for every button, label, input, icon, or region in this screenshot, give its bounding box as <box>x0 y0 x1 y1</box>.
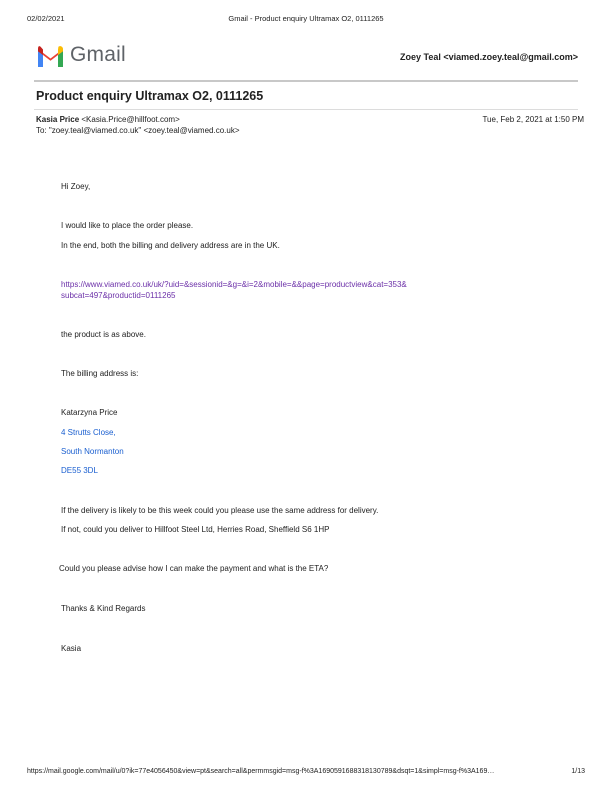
greeting: Hi Zoey, <box>61 182 91 191</box>
body-paragraph-6: If not, could you deliver to Hillfoot Steel Ltd, Herries Road, Sheffield S6 1HP <box>61 525 330 534</box>
print-page-number: 1/13 <box>571 768 585 775</box>
gmail-m-icon <box>36 45 65 67</box>
body-paragraph-3: the product is as above. <box>61 330 146 339</box>
address-postcode-link[interactable]: DE55 3DL <box>61 466 98 475</box>
email-timestamp: Tue, Feb 2, 2021 at 1:50 PM <box>482 115 584 124</box>
gmail-wordmark: Gmail <box>70 43 126 66</box>
product-link-line-1[interactable]: https://www.viamed.co.uk/uk/?uid=&sessionid=&g=&i=2&mobile=&&page=productview&cat=353& <box>61 280 407 289</box>
product-link-line-2[interactable]: subcat=497&productid=0111265 <box>61 291 176 300</box>
recipient-line: To: "zoey.teal@viamed.co.uk" <zoey.teal@viamed.co.uk> <box>36 126 240 135</box>
sender-email[interactable]: <Kasia.Price@hillfoot.com> <box>81 115 180 124</box>
signature: Kasia <box>61 644 82 653</box>
account-label: Zoey Teal <viamed.zoey.teal@gmail.com> <box>399 52 578 62</box>
address-street-link[interactable]: 4 Strutts Close, <box>61 428 116 437</box>
body-paragraph-2: In the end, both the billing and delivery address are in the UK. <box>61 241 280 250</box>
subject-divider <box>34 109 578 110</box>
print-date: 02/02/2021 <box>27 14 65 23</box>
email-subject: Product enquiry Ultramax O2, 0111265 <box>36 89 264 103</box>
sender-line <box>36 115 180 124</box>
print-footer-url: https://mail.google.com/mail/u/0?ik=77e4056450&view=pt&search=all&permmsgid=msg-f%3A1690591688318130789&dsqt=1&simpl=msg-f%3A169… <box>27 768 495 775</box>
body-paragraph-7: Could you please advise how I can make the payment and what is the ETA? <box>59 564 329 573</box>
body-paragraph-5: If the delivery is likely to be this week could you please use the same address for delivery. <box>61 506 379 515</box>
closing: Thanks & Kind Regards <box>61 604 146 613</box>
body-paragraph-4: The billing address is: <box>61 369 139 378</box>
print-title: Gmail - Product enquiry Ultramax O2, 0111265 <box>228 14 384 23</box>
address-name: Katarzyna Price <box>61 408 118 417</box>
header-divider <box>34 80 578 82</box>
body-paragraph-1: I would like to place the order please. <box>61 221 194 230</box>
sender-name: Kasia Price <box>36 115 80 124</box>
address-town-link[interactable]: South Normanton <box>61 447 124 456</box>
